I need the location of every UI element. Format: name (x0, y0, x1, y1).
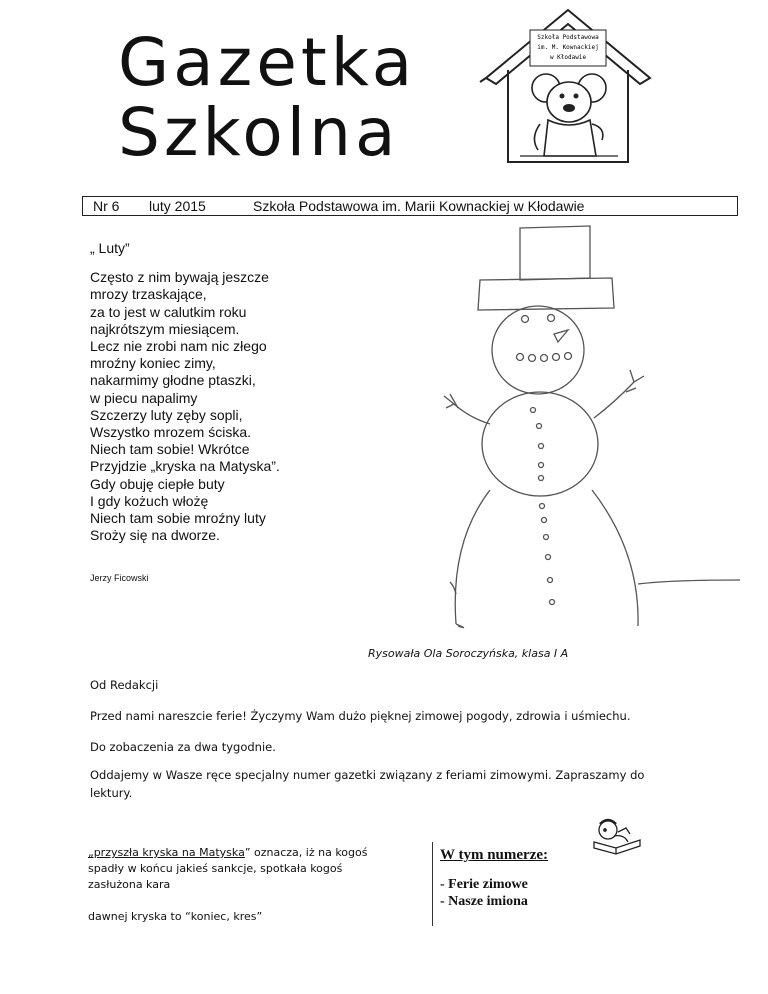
footnote-line2: spadły w końcu jakieś sankcje, spotkała kogoś (88, 862, 343, 875)
toc-heading-colon: : (543, 847, 549, 863)
logo-text-1: Szkoła Podstawowa (537, 34, 599, 41)
poem-line: Niech tam sobie! Wkrótce (90, 441, 250, 458)
snowman-drawing (430, 222, 750, 642)
toc-heading-text: W tym numerze (440, 847, 544, 863)
poem-line: w piecu napalimy (90, 389, 198, 406)
poem-line: Wszystko mrozem ściska. (90, 424, 252, 441)
poem-line: za to jest w calutkim roku (90, 303, 247, 320)
drawing-caption: Rysowała Ola Soroczyńska, klasa I A (368, 647, 569, 660)
newspaper-title-line1: Gazetka (118, 24, 417, 101)
school-name: Szkoła Podstawowa im. Marii Kownackiej w Kłodawie (253, 198, 585, 214)
poem-line: Sroży się na dworze. (90, 527, 220, 544)
footnote-line4: dawnej kryska to “koniec, kres” (88, 910, 263, 923)
poem-author: Jerzy Ficowski (90, 573, 149, 583)
editorial-paragraph-1: Przed nami nareszcie ferie! Życzymy Wam dużo pięknej zimowej pogody, zdrowia i uśmiechu. (90, 709, 631, 723)
poem-line: Gdy obuję ciepłe buty (90, 475, 225, 492)
issue-number: Nr 6 (93, 198, 120, 214)
editorial-paragraph-2: Do zobaczenia za dwa tygodnie. (90, 740, 276, 754)
poem-title: „ Luty” (90, 240, 130, 256)
logo-text-2: im. M. Kownackiej (537, 44, 599, 51)
issue-info-bar (82, 196, 738, 216)
poem (90, 240, 280, 544)
toc-item[interactable]: - Ferie zimowe (440, 877, 528, 892)
poem-line: nakarmimy głodne ptaszki, (90, 372, 256, 389)
editorial-paragraph-3-line2: lektury. (90, 786, 133, 800)
footnote-line3: zasłużona kara (88, 878, 171, 891)
logo-text-3: w Kłodawie (549, 54, 587, 61)
footnote-line1 (88, 845, 367, 861)
newspaper-title-line2: Szkolna (118, 94, 400, 171)
toc-divider (432, 842, 433, 926)
poem-line: Lecz nie zrobi nam nic złego (90, 338, 267, 355)
poem-line: Przyjdzie „kryska na Matyska”. (90, 458, 280, 475)
poem-line: Często z nim bywają jeszcze (90, 269, 269, 286)
editorial-heading: Od Redakcji (90, 678, 159, 692)
poem-line: Szczerzy luty zęby sopli, (90, 406, 243, 423)
reading-clipart-icon (588, 814, 646, 862)
school-logo (478, 6, 658, 176)
toc-item[interactable]: - Nasze imiona (440, 894, 528, 909)
poem-line: najkrótszym miesiącem. (90, 320, 240, 337)
toc-heading (440, 847, 548, 864)
footnote-line1-rest: ” oznacza, iż na kogoś (244, 846, 368, 859)
poem-line: mroźny koniec zimy, (90, 355, 216, 372)
poem-line: Niech tam sobie mroźny luty (90, 510, 266, 527)
issue-date: luty 2015 (149, 198, 206, 214)
poem-line: mrozy trzaskające, (90, 286, 207, 303)
poem-line: I gdy kożuch włożę (90, 492, 209, 509)
editorial-paragraph-3-line1: Oddajemy w Wasze ręce specjalny numer gazetki związany z feriami zimowymi. Zapraszamy do (90, 768, 645, 782)
footnote-phrase: „przyszła kryska na Matyska (88, 846, 245, 859)
